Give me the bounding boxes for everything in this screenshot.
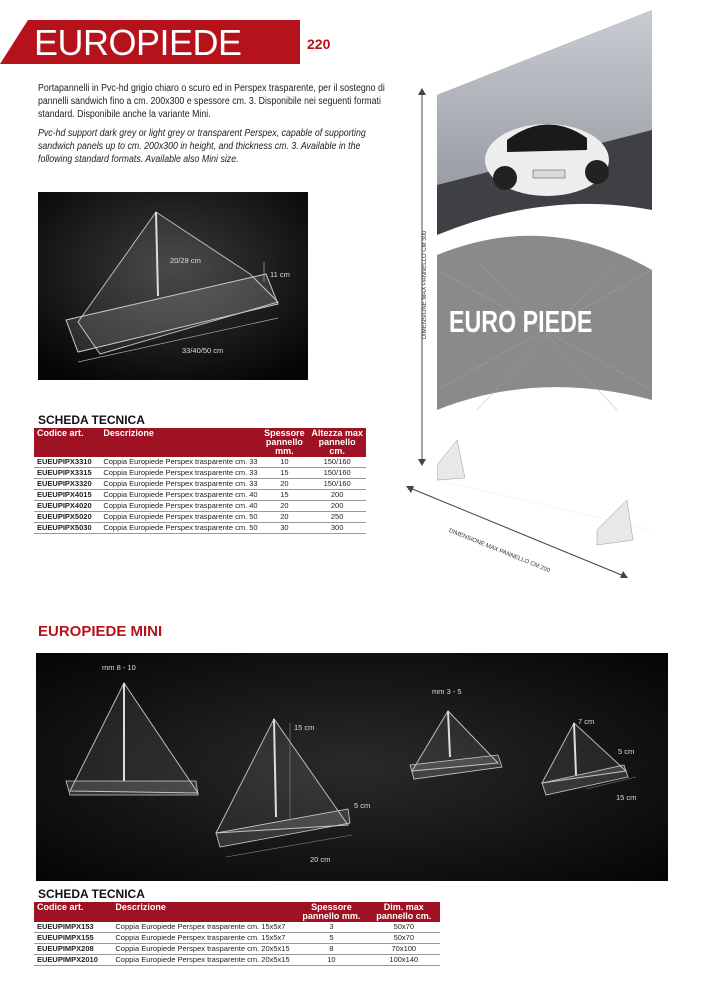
- cell-max-size: 100x140: [368, 955, 440, 966]
- cell-description: Coppia Europiede Perspex trasparente cm. 33: [100, 468, 260, 479]
- table-row: [34, 490, 366, 501]
- cell-thickness: 10: [261, 457, 309, 468]
- table-header-row: [34, 428, 366, 457]
- page-title: EUROPIEDE: [34, 22, 242, 63]
- cell-thickness: 5: [295, 933, 367, 944]
- mini-dim-e: mm 3 - 5: [432, 687, 462, 696]
- spec-table-europiede: [34, 428, 366, 534]
- cell-thickness: 8: [295, 944, 367, 955]
- cell-description: Coppia Europiede Perspex trasparente cm. 50: [100, 523, 260, 534]
- mini-dim-f: 7 cm: [578, 717, 595, 726]
- cell-thickness: 10: [295, 955, 367, 966]
- cell-thickness: 20: [261, 479, 309, 490]
- cell-description: Coppia Europiede Perspex trasparente cm. 50: [100, 512, 260, 523]
- col-thickness: Spessore pannello mm.: [261, 428, 309, 457]
- cell-code: EUEUPIMPX208: [34, 944, 112, 955]
- cell-thickness: 15: [261, 468, 309, 479]
- table-row: [34, 479, 366, 490]
- poster-brand-text: EURO PIEDE: [449, 304, 593, 339]
- table-row: [34, 512, 366, 523]
- intro-italian: Portapannelli in Pvc-hd grigio chiaro o scuro ed in Perspex trasparente, per il sostegno di pannelli sandwich fino a cm. 200x300 e spessore cm. 3. Disponibile nei seguenti formati standard. Disponibile anche la variante Mini.: [38, 83, 385, 120]
- cell-description: Coppia Europiede Perspex trasparente cm. 33: [100, 479, 260, 490]
- cell-code: EUEUPIPX3320: [34, 479, 100, 490]
- mini-dim-d: 20 cm: [310, 855, 331, 864]
- cell-description: Coppia Europiede Perspex trasparente cm. 20x5x15: [112, 944, 295, 955]
- mini-illustration: [36, 653, 668, 881]
- cell-max-size: 50x70: [368, 933, 440, 944]
- table-row: [34, 457, 366, 468]
- table-row: [34, 944, 440, 955]
- poster-graphic: [437, 10, 652, 550]
- mini-dim-a: mm 8 - 10: [102, 663, 136, 672]
- mini-photo: [36, 653, 668, 881]
- table-row: [34, 933, 440, 944]
- dim-depth: 11 cm: [270, 270, 290, 279]
- spec-title-europiede: SCHEDA TECNICA: [38, 413, 145, 427]
- poster-vertical-dimension: DIMENSIONE MAX PANNELLO CM 300: [422, 230, 428, 340]
- dim-length: 33/40/50 cm: [182, 346, 224, 355]
- title-banner: [0, 20, 300, 64]
- cell-code: EUEUPIPX5020: [34, 512, 100, 523]
- cell-code: EUEUPIPX3310: [34, 457, 100, 468]
- cell-description: Coppia Europiede Perspex trasparente cm. 20x5x15: [112, 955, 295, 966]
- cell-code: EUEUPIMPX2010: [34, 955, 112, 966]
- europiede-illustration: [38, 192, 308, 380]
- cell-description: Coppia Europiede Perspex trasparente cm. 40: [100, 501, 260, 512]
- cell-thickness: 3: [295, 922, 367, 933]
- cell-max-height: 150/160: [308, 468, 366, 479]
- section-title-mini: EUROPIEDE MINI: [38, 623, 163, 640]
- horizontal-dimension-arrow: [404, 484, 630, 580]
- cell-code: EUEUPIPX4015: [34, 490, 100, 501]
- spec-table-mini: [34, 902, 440, 966]
- spec-title-mini: SCHEDA TECNICA: [38, 887, 145, 901]
- cell-max-height: 150/160: [308, 479, 366, 490]
- cell-max-height: 250: [308, 512, 366, 523]
- cell-description: Coppia Europiede Perspex trasparente cm. 40: [100, 490, 260, 501]
- col-thickness: Spessore pannello mm.: [295, 902, 367, 922]
- poster-horizontal-dimension: DIMENSIONE MAX PANNELLO CM 200: [447, 528, 551, 575]
- cell-thickness: 20: [261, 501, 309, 512]
- intro-text: [38, 82, 385, 172]
- cell-code: EUEUPIPX3315: [34, 468, 100, 479]
- mini-dim-b: 15 cm: [294, 723, 315, 732]
- col-code: Codice art.: [34, 428, 100, 457]
- dim-height: 20/28 cm: [170, 256, 201, 265]
- cell-thickness: 20: [261, 512, 309, 523]
- cell-max-size: 50x70: [368, 922, 440, 933]
- cell-max-height: 150/160: [308, 457, 366, 468]
- cell-code: EUEUPIPX4020: [34, 501, 100, 512]
- poster-illustration: [437, 10, 652, 550]
- table-row: [34, 501, 366, 512]
- col-description: Descrizione: [100, 428, 260, 457]
- table-row: [34, 955, 440, 966]
- cell-description: Coppia Europiede Perspex trasparente cm. 15x5x7: [112, 922, 295, 933]
- cell-code: EUEUPIMPX155: [34, 933, 112, 944]
- cell-description: Coppia Europiede Perspex trasparente cm. 15x5x7: [112, 933, 295, 944]
- col-max-size: Dim. max pannello cm.: [368, 902, 440, 922]
- cell-max-height: 200: [308, 501, 366, 512]
- cell-max-height: 200: [308, 490, 366, 501]
- europiede-photo: [38, 192, 308, 380]
- cell-thickness: 30: [261, 523, 309, 534]
- col-description: Descrizione: [112, 902, 295, 922]
- table-header-row: [34, 902, 440, 922]
- col-code: Codice art.: [34, 902, 112, 922]
- mini-dim-h: 15 cm: [616, 793, 637, 802]
- table-row: [34, 922, 440, 933]
- table-row: [34, 468, 366, 479]
- intro-english: Pvc-hd support dark grey or light grey or transparent Perspex, capable of supporting sandwich panels up to cm. 200x300 in height, and thickness cm. 3. Available in the following standard formats. Available also Mini size.: [38, 128, 366, 165]
- cell-max-size: 70x100: [368, 944, 440, 955]
- mini-dim-c: 5 cm: [354, 801, 371, 810]
- cell-description: Coppia Europiede Perspex trasparente cm. 33: [100, 457, 260, 468]
- col-max-height: Altezza max pannello cm.: [308, 428, 366, 457]
- mini-dim-g: 5 cm: [618, 747, 635, 756]
- cell-thickness: 15: [261, 490, 309, 501]
- table-row: [34, 523, 366, 534]
- cell-code: EUEUPIPX5030: [34, 523, 100, 534]
- cell-max-height: 300: [308, 523, 366, 534]
- page-number: 220: [307, 36, 331, 52]
- cell-code: EUEUPIMPX153: [34, 922, 112, 933]
